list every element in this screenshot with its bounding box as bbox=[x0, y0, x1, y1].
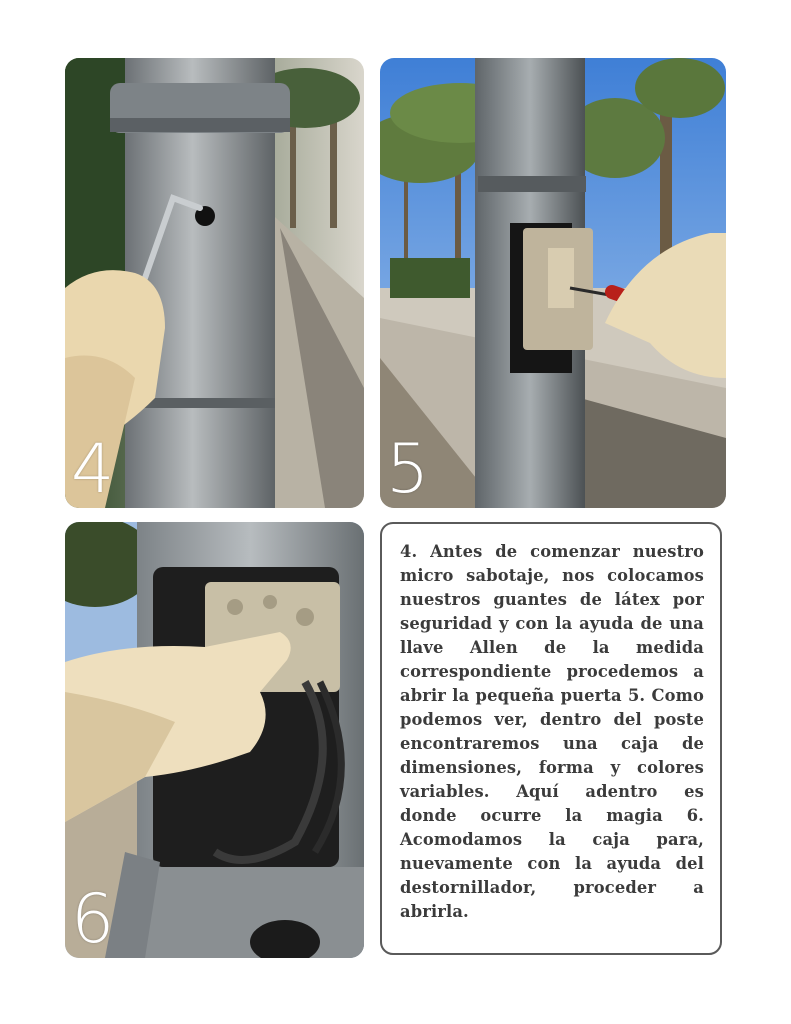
photo-step-5 bbox=[380, 58, 726, 508]
step-number-6: 6 bbox=[71, 880, 115, 958]
instructions-box bbox=[380, 522, 722, 955]
photo-step-6 bbox=[65, 522, 364, 958]
photo-open-door-scene bbox=[380, 58, 726, 508]
photo-step-4 bbox=[65, 58, 364, 508]
step-number-5: 5 bbox=[386, 430, 430, 508]
instructions-text: 4. Antes de comenzar nuestro micro sabotaje, nos colocamos nuestros guantes de látex por seguridad y con la ayuda de una llave Allen de la medida correspondiente procedemos a abrir la pequeña puerta 5. Como podemos ver, dentro del poste encontraremos una caja de dimensiones, forma y colores variables. Aquí adentro es donde ocurre la magia 6. Acomodamos la caja para, nuevamente con la ayuda del destornillador, proceder a abrirla. bbox=[400, 542, 704, 921]
step-number-4: 4 bbox=[71, 430, 115, 508]
